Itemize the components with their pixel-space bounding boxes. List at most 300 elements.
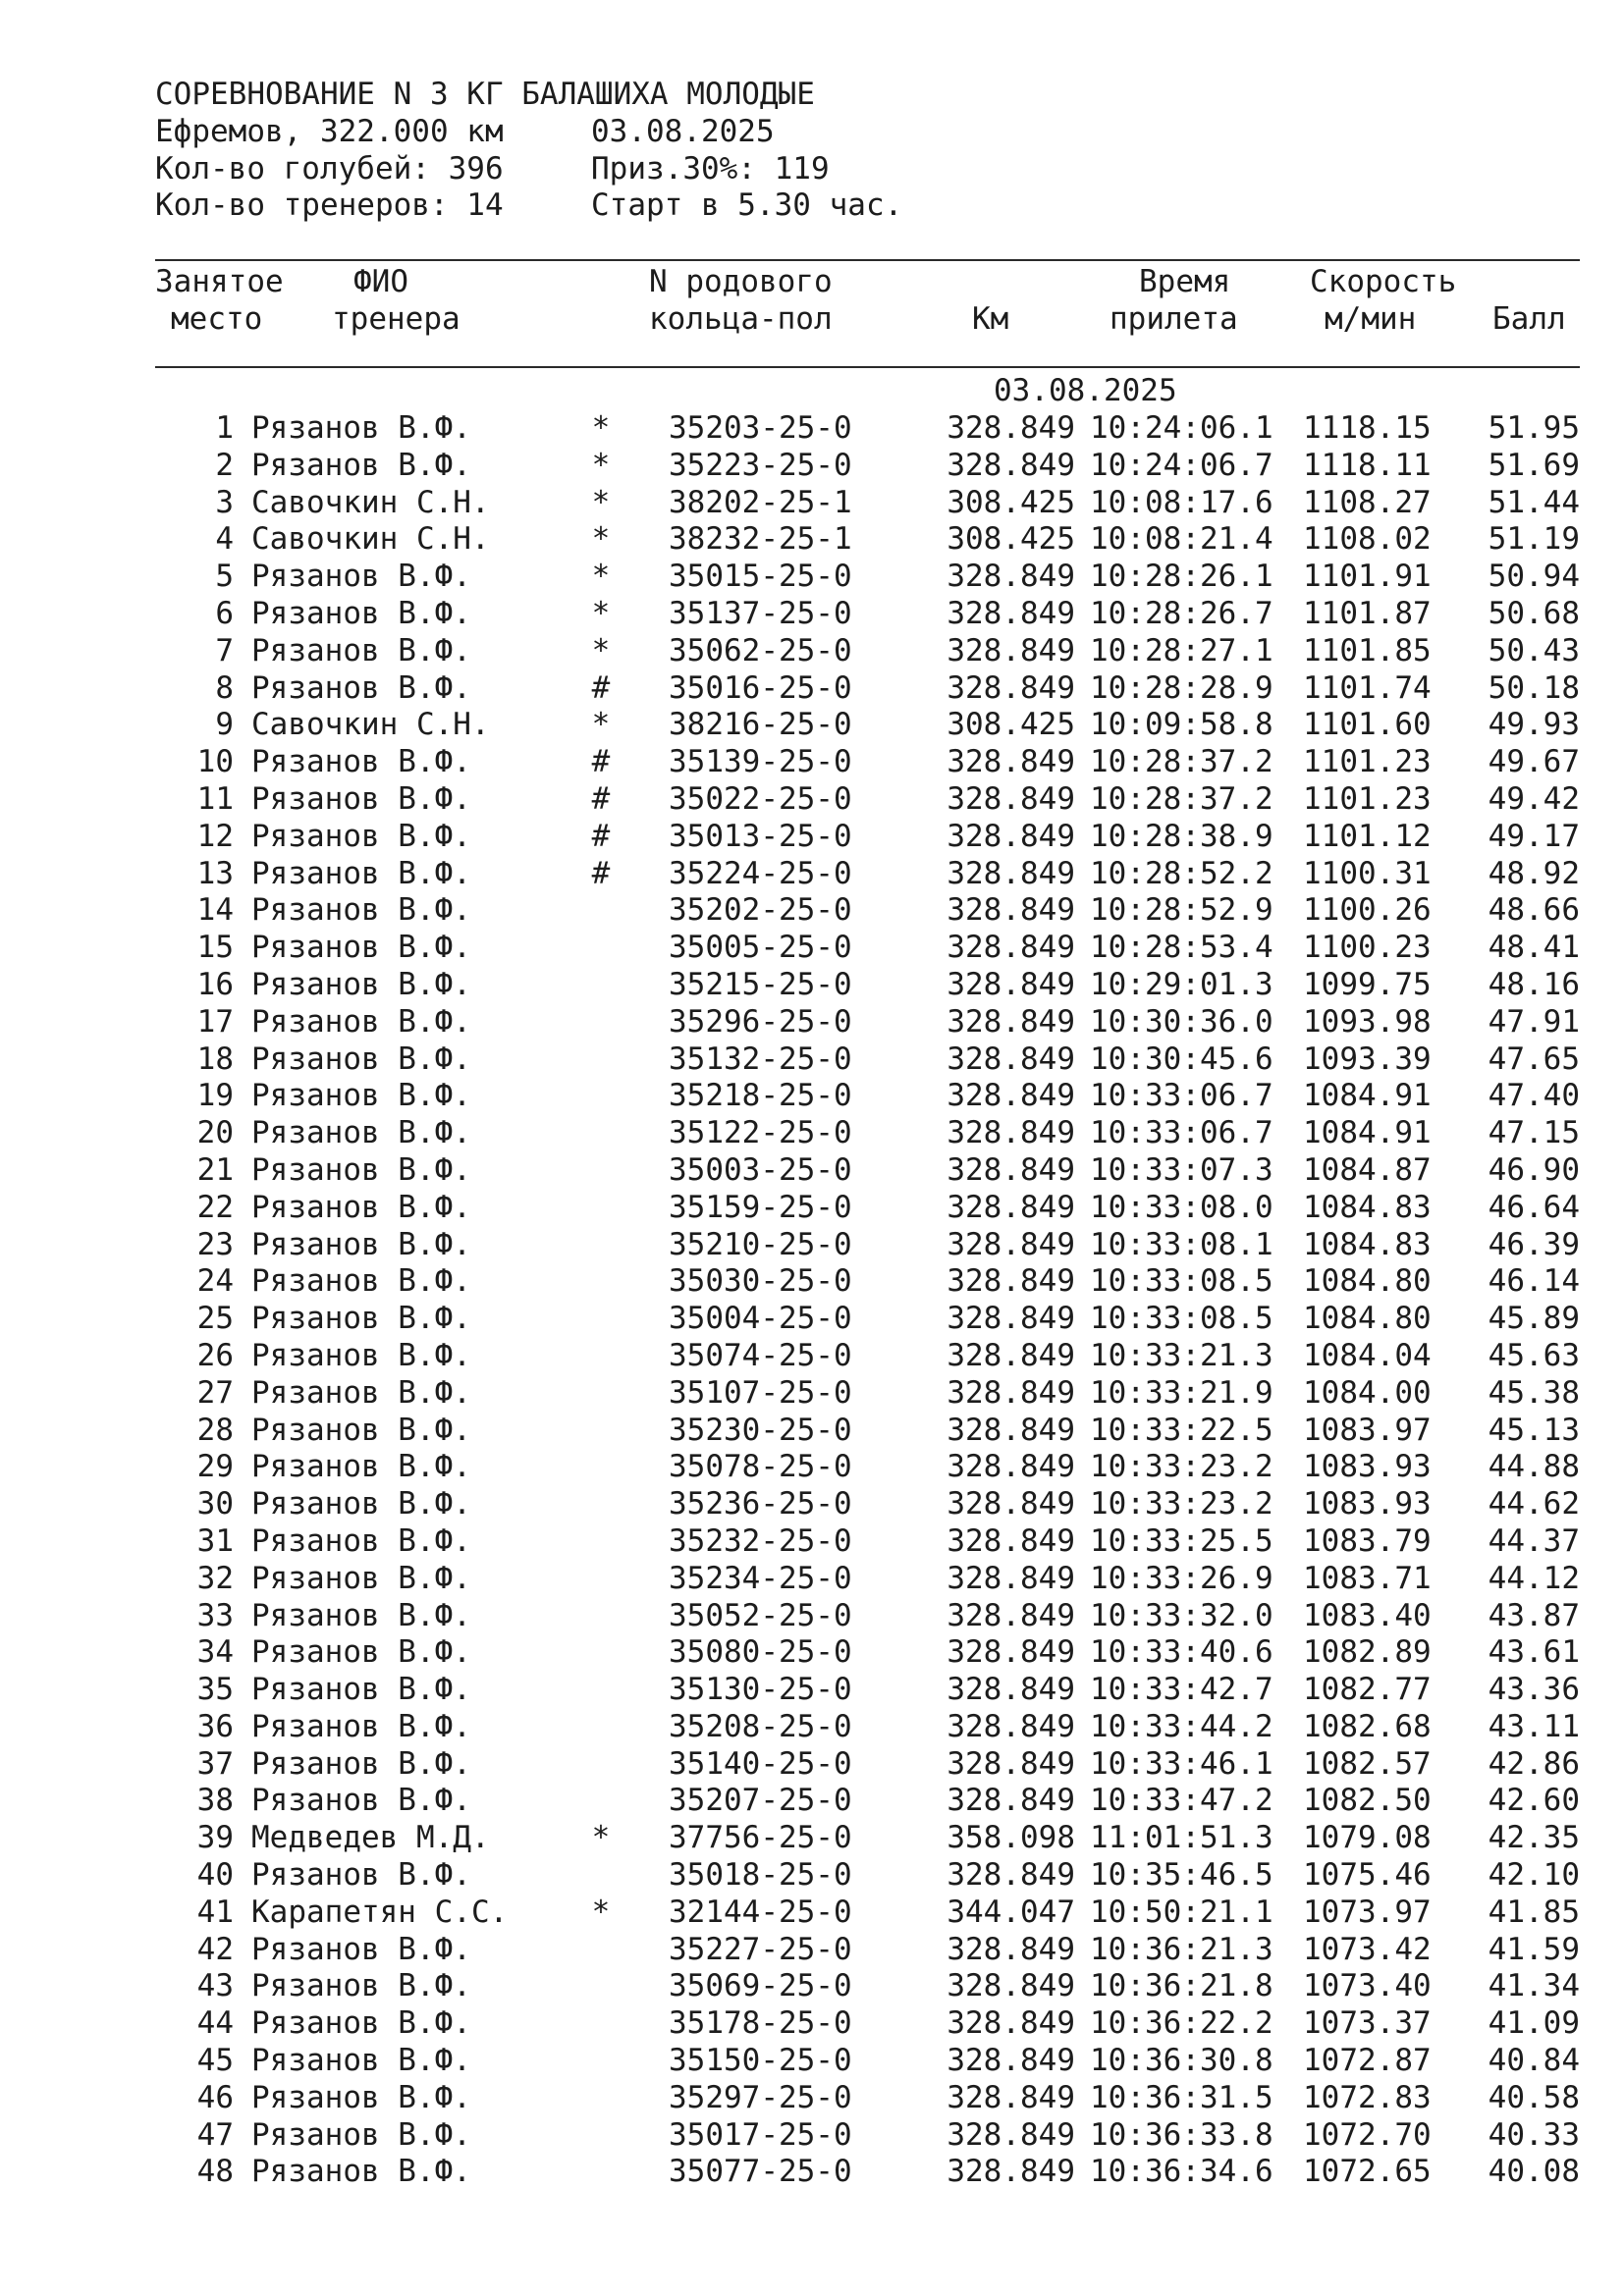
score-value: 45.38: [1488, 1374, 1580, 1411]
speed-value: 1072.70: [1303, 2116, 1432, 2153]
ring-number: 35016-25-0: [669, 669, 852, 706]
speed-value: 1101.85: [1303, 632, 1432, 668]
mark-symbol: #: [591, 855, 611, 891]
place-number: 23: [196, 1226, 234, 1262]
score-value: 46.39: [1488, 1226, 1580, 1262]
arrival-time: 10:29:01.3: [1090, 966, 1273, 1002]
place-number: 35: [196, 1672, 234, 1708]
place-number: 4: [215, 521, 234, 558]
distance-km: 328.849: [947, 1189, 1075, 1225]
arrival-time: 10:33:25.5: [1090, 1522, 1273, 1559]
col-time-label-1: Время: [1139, 264, 1231, 299]
trainer-name: Рязанов В.Ф.: [251, 1672, 471, 1708]
speed-value: 1108.27: [1303, 484, 1432, 520]
table-row: [155, 1895, 1581, 1932]
ring-number: 35030-25-0: [669, 1263, 852, 1300]
ring-number: 35202-25-0: [669, 892, 852, 929]
score-value: 47.65: [1488, 1041, 1580, 1077]
mark-symbol: #: [591, 818, 611, 854]
place-number: 30: [196, 1486, 234, 1522]
place-number: 11: [196, 780, 234, 817]
header-line-4: [155, 187, 1581, 225]
distance-km: 328.849: [947, 1412, 1075, 1448]
trainer-name: Рязанов В.Ф.: [251, 1968, 471, 2004]
speed-value: 1101.91: [1303, 559, 1432, 595]
ring-number: 35215-25-0: [669, 966, 852, 1002]
table-row: [155, 1152, 1581, 1190]
trainer-name: Рязанов В.Ф.: [251, 1522, 471, 1559]
ring-number: 35078-25-0: [669, 1449, 852, 1485]
trainer-name: Рязанов В.Ф.: [251, 1115, 471, 1151]
arrival-time: 10:36:33.8: [1090, 2116, 1273, 2153]
trainer-name: Медведев М.Д.: [251, 1820, 490, 1856]
ring-number: 35150-25-0: [669, 2043, 852, 2079]
place-number: 19: [196, 1078, 234, 1114]
speed-value: 1101.12: [1303, 818, 1432, 854]
speed-value: 1084.04: [1303, 1337, 1432, 1373]
score-value: 47.15: [1488, 1115, 1580, 1151]
ring-number: 35013-25-0: [669, 818, 852, 854]
place-number: 42: [196, 1931, 234, 1967]
trainer-name: Рязанов В.Ф.: [251, 855, 471, 891]
table-row: [155, 448, 1581, 485]
speed-value: 1093.39: [1303, 1041, 1432, 1077]
score-value: 44.37: [1488, 1522, 1580, 1559]
table-row: [155, 1190, 1581, 1227]
ring-number: 38232-25-1: [669, 521, 852, 558]
distance-km: 328.849: [947, 1078, 1075, 1114]
place-number: 29: [196, 1449, 234, 1485]
ring-number: 35130-25-0: [669, 1672, 852, 1708]
place-number: 15: [196, 930, 234, 966]
speed-value: 1101.60: [1303, 707, 1432, 743]
distance-km: 328.849: [947, 1486, 1075, 1522]
place-number: 8: [215, 669, 234, 706]
speed-value: 1072.83: [1303, 2079, 1432, 2115]
table-row: [155, 485, 1581, 522]
ring-number: 35052-25-0: [669, 1597, 852, 1633]
trainer-name: Рязанов В.Ф.: [251, 410, 471, 446]
table-row: [155, 521, 1581, 559]
score-value: 48.41: [1488, 930, 1580, 966]
place-number: 17: [196, 1003, 234, 1040]
ring-number: 35077-25-0: [669, 2154, 852, 2190]
col-name-label-1: ФИО: [353, 264, 408, 299]
place-number: 28: [196, 1412, 234, 1448]
trainer-name: Савочкин С.Н.: [251, 521, 490, 558]
distance-km: 328.849: [947, 744, 1075, 780]
place-number: 2: [215, 447, 234, 483]
table-row: [155, 1561, 1581, 1598]
place-number: 16: [196, 966, 234, 1002]
score-value: 46.90: [1488, 1151, 1580, 1188]
ring-number: 35224-25-0: [669, 855, 852, 891]
distance-km: 328.849: [947, 1931, 1075, 1967]
competition-title-line: [155, 77, 1581, 114]
score-value: 42.35: [1488, 1820, 1580, 1856]
header-divider: [155, 366, 1580, 368]
ring-number: 35015-25-0: [669, 559, 852, 595]
trainer-name: Рязанов В.Ф.: [251, 2116, 471, 2153]
place-number: 39: [196, 1820, 234, 1856]
distance-km: 328.849: [947, 1597, 1075, 1633]
speed-value: 1108.02: [1303, 521, 1432, 558]
mark-symbol: *: [591, 559, 611, 595]
speed-value: 1084.83: [1303, 1189, 1432, 1225]
table-row: [155, 410, 1581, 448]
results-document: [155, 77, 1581, 2190]
arrival-time: 10:28:37.2: [1090, 744, 1273, 780]
trainers-count: Кол-во тренеров: 14: [155, 187, 504, 224]
speed-value: 1075.46: [1303, 1857, 1432, 1894]
speed-value: 1084.91: [1303, 1078, 1432, 1114]
trainer-name: Рязанов В.Ф.: [251, 1189, 471, 1225]
table-row: [155, 1375, 1581, 1413]
prize-count: Приз.30%: 119: [591, 150, 830, 187]
arrival-time: 10:30:36.0: [1090, 1003, 1273, 1040]
trainer-name: Рязанов В.Ф.: [251, 559, 471, 595]
arrival-time: 10:09:58.8: [1090, 707, 1273, 743]
col-score-label: Балл: [1492, 301, 1566, 337]
ring-number: 37756-25-0: [669, 1820, 852, 1856]
place-number: 32: [196, 1560, 234, 1596]
speed-value: 1082.50: [1303, 1783, 1432, 1819]
ring-number: 35230-25-0: [669, 1412, 852, 1448]
score-value: 45.63: [1488, 1337, 1580, 1373]
distance-km: 358.098: [947, 1820, 1075, 1856]
start-time: Старт в 5.30 час.: [591, 187, 903, 224]
score-value: 51.19: [1488, 521, 1580, 558]
place-number: 40: [196, 1857, 234, 1894]
score-value: 41.59: [1488, 1931, 1580, 1967]
table-row: [155, 1004, 1581, 1041]
score-value: 43.87: [1488, 1597, 1580, 1633]
ring-number: 32144-25-0: [669, 1894, 852, 1930]
arrival-time: 10:33:32.0: [1090, 1597, 1273, 1633]
arrival-time: 10:33:22.5: [1090, 1412, 1273, 1448]
speed-value: 1079.08: [1303, 1820, 1432, 1856]
speed-value: 1083.40: [1303, 1597, 1432, 1633]
ring-number: 35080-25-0: [669, 1634, 852, 1671]
place-number: 26: [196, 1337, 234, 1373]
speed-value: 1084.80: [1303, 1301, 1432, 1337]
ring-number: 35139-25-0: [669, 744, 852, 780]
ring-number: 35140-25-0: [669, 1745, 852, 1782]
mark-symbol: *: [591, 1894, 611, 1930]
distance-km: 328.849: [947, 1634, 1075, 1671]
table-row: [155, 1115, 1581, 1152]
trainer-name: Рязанов В.Ф.: [251, 1597, 471, 1633]
ring-number: 35203-25-0: [669, 410, 852, 446]
table-row: [155, 1709, 1581, 1746]
distance-km: 328.849: [947, 855, 1075, 891]
place-number: 5: [215, 559, 234, 595]
col-ring-label-2: кольца-пол: [649, 301, 833, 337]
mark-symbol: #: [591, 780, 611, 817]
results-table: [155, 410, 1581, 2191]
ring-number: 35178-25-0: [669, 2005, 852, 2042]
distance-km: 328.849: [947, 1857, 1075, 1894]
place-number: 33: [196, 1597, 234, 1633]
distance-km: 328.849: [947, 447, 1075, 483]
place-number: 43: [196, 1968, 234, 2004]
distance-km: 328.849: [947, 632, 1075, 668]
distance-km: 328.849: [947, 930, 1075, 966]
place-number: 48: [196, 2154, 234, 2190]
score-value: 43.61: [1488, 1634, 1580, 1671]
arrival-time: 10:50:21.1: [1090, 1894, 1273, 1930]
score-value: 42.60: [1488, 1783, 1580, 1819]
arrival-time: 10:28:37.2: [1090, 780, 1273, 817]
table-row: [155, 1041, 1581, 1079]
speed-value: 1073.42: [1303, 1931, 1432, 1967]
table-row: [155, 744, 1581, 781]
table-row: [155, 1932, 1581, 1969]
table-row: [155, 1746, 1581, 1784]
mark-symbol: *: [591, 447, 611, 483]
speed-value: 1101.23: [1303, 744, 1432, 780]
table-row: [155, 1078, 1581, 1115]
trainer-name: Рязанов В.Ф.: [251, 1783, 471, 1819]
ring-number: 35132-25-0: [669, 1041, 852, 1077]
table-row: [155, 559, 1581, 596]
trainer-name: Рязанов В.Ф.: [251, 669, 471, 706]
distance-km: 328.849: [947, 669, 1075, 706]
speed-value: 1082.77: [1303, 1672, 1432, 1708]
place-number: 38: [196, 1783, 234, 1819]
trainer-name: Рязанов В.Ф.: [251, 1151, 471, 1188]
arrival-time: 10:36:34.6: [1090, 2154, 1273, 2190]
mark-symbol: *: [591, 1820, 611, 1856]
mark-symbol: *: [591, 521, 611, 558]
distance-km: 308.425: [947, 707, 1075, 743]
trainer-name: Рязанов В.Ф.: [251, 1301, 471, 1337]
arrival-time: 10:36:21.8: [1090, 1968, 1273, 2004]
place-number: 47: [196, 2116, 234, 2153]
speed-value: 1072.65: [1303, 2154, 1432, 2190]
speed-value: 1100.31: [1303, 855, 1432, 891]
distance-km: 328.849: [947, 595, 1075, 631]
score-value: 45.13: [1488, 1412, 1580, 1448]
table-row: [155, 967, 1581, 1004]
speed-value: 1099.75: [1303, 966, 1432, 1002]
birds-count: Кол-во голубей: 396: [155, 150, 504, 187]
arrival-time: 10:24:06.7: [1090, 447, 1273, 483]
score-value: 50.94: [1488, 559, 1580, 595]
ring-number: 35107-25-0: [669, 1374, 852, 1411]
table-row: [155, 892, 1581, 930]
score-value: 49.17: [1488, 818, 1580, 854]
ring-number: 35208-25-0: [669, 1708, 852, 1744]
table-date: 03.08.2025: [994, 373, 1177, 408]
distance-km: 328.849: [947, 1301, 1075, 1337]
col-name-label-2: тренера: [332, 301, 460, 337]
table-row: [155, 781, 1581, 819]
arrival-time: 10:33:08.0: [1090, 1189, 1273, 1225]
trainer-name: Рязанов В.Ф.: [251, 1078, 471, 1114]
table-row: [155, 819, 1581, 856]
score-value: 40.33: [1488, 2116, 1580, 2153]
score-value: 42.10: [1488, 1857, 1580, 1894]
speed-value: 1084.80: [1303, 1263, 1432, 1300]
distance-km: 328.849: [947, 1115, 1075, 1151]
col-speed-label-1: Скорость: [1310, 264, 1457, 299]
trainer-name: Рязанов В.Ф.: [251, 1337, 471, 1373]
place-number: 27: [196, 1374, 234, 1411]
ring-number: 35236-25-0: [669, 1486, 852, 1522]
ring-number: 35234-25-0: [669, 1560, 852, 1596]
place-number: 45: [196, 2043, 234, 2079]
score-value: 41.85: [1488, 1894, 1580, 1930]
col-ring-label-1: N родового: [649, 264, 833, 299]
trainer-name: Рязанов В.Ф.: [251, 1486, 471, 1522]
distance-km: 328.849: [947, 1968, 1075, 2004]
place-number: 34: [196, 1634, 234, 1671]
score-value: 44.12: [1488, 1560, 1580, 1596]
col-place-label-1: Занятое: [155, 264, 284, 299]
speed-value: 1082.89: [1303, 1634, 1432, 1671]
speed-value: 1084.87: [1303, 1151, 1432, 1188]
arrival-time: 10:33:47.2: [1090, 1783, 1273, 1819]
arrival-time: 10:28:28.9: [1090, 669, 1273, 706]
place-number: 24: [196, 1263, 234, 1300]
place-number: 31: [196, 1522, 234, 1559]
trainer-name: Рязанов В.Ф.: [251, 1857, 471, 1894]
ring-number: 35005-25-0: [669, 930, 852, 966]
distance-km: 344.047: [947, 1894, 1075, 1930]
arrival-time: 10:28:52.9: [1090, 892, 1273, 929]
arrival-time: 10:28:26.7: [1090, 595, 1273, 631]
speed-value: 1083.71: [1303, 1560, 1432, 1596]
score-value: 41.09: [1488, 2005, 1580, 2042]
arrival-time: 10:33:23.2: [1090, 1449, 1273, 1485]
arrival-time: 10:33:21.9: [1090, 1374, 1273, 1411]
table-row: [155, 856, 1581, 893]
ring-number: 35062-25-0: [669, 632, 852, 668]
trainer-name: Рязанов В.Ф.: [251, 744, 471, 780]
distance-km: 328.849: [947, 966, 1075, 1002]
col-time-label-2: прилета: [1110, 301, 1238, 337]
trainer-name: Рязанов В.Ф.: [251, 1560, 471, 1596]
arrival-time: 10:33:40.6: [1090, 1634, 1273, 1671]
trainer-name: Рязанов В.Ф.: [251, 1226, 471, 1262]
distance-km: 328.849: [947, 559, 1075, 595]
ring-number: 35022-25-0: [669, 780, 852, 817]
score-value: 43.11: [1488, 1708, 1580, 1744]
trainer-name: Рязанов В.Ф.: [251, 595, 471, 631]
trainer-name: Рязанов В.Ф.: [251, 1634, 471, 1671]
score-value: 40.08: [1488, 2154, 1580, 2190]
place-number: 13: [196, 855, 234, 891]
score-value: 51.44: [1488, 484, 1580, 520]
header-line-2: [155, 114, 1581, 151]
place-number: 18: [196, 1041, 234, 1077]
ring-number: 35137-25-0: [669, 595, 852, 631]
speed-value: 1084.00: [1303, 1374, 1432, 1411]
distance-km: 328.849: [947, 1672, 1075, 1708]
ring-number: 35069-25-0: [669, 1968, 852, 2004]
col-speed-label-2: м/мин: [1325, 301, 1417, 337]
table-row: [155, 930, 1581, 967]
ring-number: 35122-25-0: [669, 1115, 852, 1151]
speed-value: 1101.23: [1303, 780, 1432, 817]
distance-km: 308.425: [947, 521, 1075, 558]
distance-km: 328.849: [947, 1708, 1075, 1744]
ring-number: 35223-25-0: [669, 447, 852, 483]
distance-km: 328.849: [947, 1745, 1075, 1782]
mark-symbol: #: [591, 744, 611, 780]
arrival-time: 10:28:26.1: [1090, 559, 1273, 595]
place-number: 1: [215, 410, 234, 446]
table-row: [155, 1968, 1581, 2005]
score-value: 48.92: [1488, 855, 1580, 891]
distance-km: 328.849: [947, 1449, 1075, 1485]
mark-symbol: #: [591, 669, 611, 706]
ring-number: 35074-25-0: [669, 1337, 852, 1373]
distance-km: 328.849: [947, 1374, 1075, 1411]
arrival-time: 10:33:44.2: [1090, 1708, 1273, 1744]
arrival-time: 10:30:45.6: [1090, 1041, 1273, 1077]
trainer-name: Рязанов В.Ф.: [251, 1708, 471, 1744]
distance-km: 328.849: [947, 1337, 1075, 1373]
place-number: 20: [196, 1115, 234, 1151]
competition-title: СОРЕВНОВАНИЕ N 3 КГ БАЛАШИХА МОЛОДЫЕ: [155, 77, 815, 112]
arrival-time: 10:33:21.3: [1090, 1337, 1273, 1373]
trainer-name: Рязанов В.Ф.: [251, 2154, 471, 2190]
mark-symbol: *: [591, 410, 611, 446]
trainer-name: Рязанов В.Ф.: [251, 2079, 471, 2115]
distance-km: 328.849: [947, 1151, 1075, 1188]
arrival-time: 10:33:23.2: [1090, 1486, 1273, 1522]
distance-km: 328.849: [947, 410, 1075, 446]
trainer-name: Рязанов В.Ф.: [251, 447, 471, 483]
score-value: 40.84: [1488, 2043, 1580, 2079]
table-row: [155, 2117, 1581, 2155]
ring-number: 35207-25-0: [669, 1783, 852, 1819]
table-row: [155, 2154, 1581, 2191]
trainer-name: Рязанов В.Ф.: [251, 1931, 471, 1967]
table-row: [155, 2080, 1581, 2117]
score-value: 42.86: [1488, 1745, 1580, 1782]
place-number: 6: [215, 595, 234, 631]
arrival-time: 10:08:17.6: [1090, 484, 1273, 520]
distance-km: 328.849: [947, 2154, 1075, 2190]
arrival-time: 10:33:06.7: [1090, 1078, 1273, 1114]
ring-number: 35227-25-0: [669, 1931, 852, 1967]
score-value: 44.88: [1488, 1449, 1580, 1485]
score-value: 51.95: [1488, 410, 1580, 446]
trainer-name: Рязанов В.Ф.: [251, 2043, 471, 2079]
arrival-time: 10:24:06.1: [1090, 410, 1273, 446]
table-row: [155, 1523, 1581, 1561]
table-row: [155, 1857, 1581, 1895]
arrival-time: 10:33:08.1: [1090, 1226, 1273, 1262]
place-number: 25: [196, 1301, 234, 1337]
arrival-time: 10:36:31.5: [1090, 2079, 1273, 2115]
mark-symbol: *: [591, 484, 611, 520]
place-number: 10: [196, 744, 234, 780]
distance-km: 328.849: [947, 2079, 1075, 2115]
arrival-time: 10:36:21.3: [1090, 1931, 1273, 1967]
score-value: 40.58: [1488, 2079, 1580, 2115]
trainer-name: Рязанов В.Ф.: [251, 966, 471, 1002]
score-value: 49.67: [1488, 744, 1580, 780]
score-value: 49.42: [1488, 780, 1580, 817]
arrival-time: 10:33:08.5: [1090, 1301, 1273, 1337]
speed-value: 1084.83: [1303, 1226, 1432, 1262]
distance-km: 328.849: [947, 1522, 1075, 1559]
distance-km: 328.849: [947, 2043, 1075, 2079]
